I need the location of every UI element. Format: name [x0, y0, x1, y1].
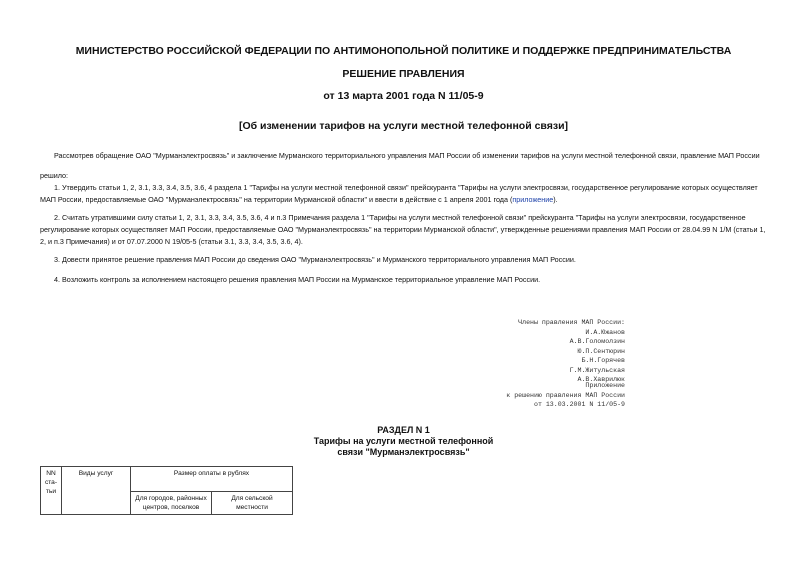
item-1-text: 1. Утвердить статьи 1, 2, 3.1, 3.3, 3.4, 3.5, 3.6, 4 раздела 1 "Тарифы на услуги местной телефонной связи" прейскуранта "Тарифы на услуги электросвязи, государственное регулирование которых осуществляет МАП России, предоставляемые ОАО "Мурманэлектросвязь" на территории Мурманской области" и ввести в действие с 1 апреля 2001 года (	[40, 183, 758, 204]
decision-date: от 13 марта 2001 года N 11/05-9	[323, 90, 484, 102]
item-4-paragraph: 4. Возложить контроль за исполнением настоящего решения правления МАП России на Мурманское территориальное управление МАП России.	[54, 275, 541, 284]
decision-subject: [Об изменении тарифов на услуги местной телефонной связи]	[238, 120, 569, 132]
appendix-title: Приложение	[585, 382, 625, 389]
resolved-label: решило:	[40, 171, 69, 180]
section-title-line-1: Тарифы на услуги местной телефонной	[313, 436, 494, 446]
ministry-heading: МИНИСТЕРСТВО РОССИЙСКОЙ ФЕДЕРАЦИИ ПО АНТИМОНОПОЛЬНОЙ ПОЛИТИКЕ И ПОДДЕРЖКЕ ПРЕДПРИНИМАТЕЛЬСТВА	[75, 45, 732, 57]
item-2-paragraph: 2. Считать утратившими силу статьи 1, 2, 3.1, 3.3, 3.4, 3.5, 3.6, 4 и п.3 Примечания раздела 1 "Тарифы на услуги местной телефонной связи" прейскуранта "Тарифы на услуги электросвязи, государственное регулирование которых осуществляет МАП России, предоставляемые ОАО "Мурманэлектросвязь" на территории Мурманской области", утвержденные решениями правления МАП России от 28.04.99 N 1/М (статьи 1, 2, и п.3 Примечания) и от 07.07.2000 N 19/05-5 (статьи 3.1, 3.3, 3.4, 3.5, 3.6, 4).	[40, 213, 766, 246]
tariff-table	[40, 466, 293, 515]
signature-name: И.А.Южанов	[585, 328, 625, 336]
signature-name: Б.Н.Горячев	[581, 357, 625, 364]
signature-name: Ю.П.Сентюрин	[577, 347, 625, 355]
item-1-end: ).	[553, 195, 558, 204]
section-number: РАЗДЕЛ N 1	[377, 425, 430, 435]
column-header-rural: Для сельской местности	[212, 492, 293, 515]
item-1-paragraph	[40, 182, 768, 206]
signatures-block	[440, 318, 625, 385]
appendix-block	[440, 381, 625, 410]
intro-paragraph: Рассмотрев обращение ОАО "Мурманэлектросвязь" и заключение Мурманского территориального управления МАП России об изменении тарифов на услуги местной телефонной связи, правление МАП России	[54, 151, 760, 160]
appendix-link[interactable]: приложение	[512, 195, 554, 204]
appendix-date: от 13.03.2001 N 11/05-9	[533, 401, 625, 408]
column-header-nn: NN ста- тьи	[41, 467, 62, 515]
signature-name: Г.М.Житульская	[569, 366, 625, 374]
column-header-services: Виды услуг	[62, 467, 131, 515]
signature-name: А.В.Голомолзин	[569, 338, 625, 345]
section-title-line-2: связи "Мурманэлектросвязь"	[337, 447, 470, 457]
column-header-city: Для городов, районных центров, поселков	[131, 492, 212, 515]
signature-name: А.В.Хаврилюк	[577, 376, 625, 383]
item-3-paragraph: 3. Довести принятое решение правления МАП России до сведения ОАО "Мурманэлектросвязь" и Мурманского территориального управления МАП России.	[54, 255, 576, 264]
appendix-ref: к решению правления МАП России	[506, 391, 625, 399]
signatures-heading: Члены правления МАП России:	[518, 319, 625, 326]
column-header-payment: Размер оплаты в рублях	[131, 467, 293, 492]
decision-heading: РЕШЕНИЕ ПРАВЛЕНИЯ	[342, 68, 465, 80]
